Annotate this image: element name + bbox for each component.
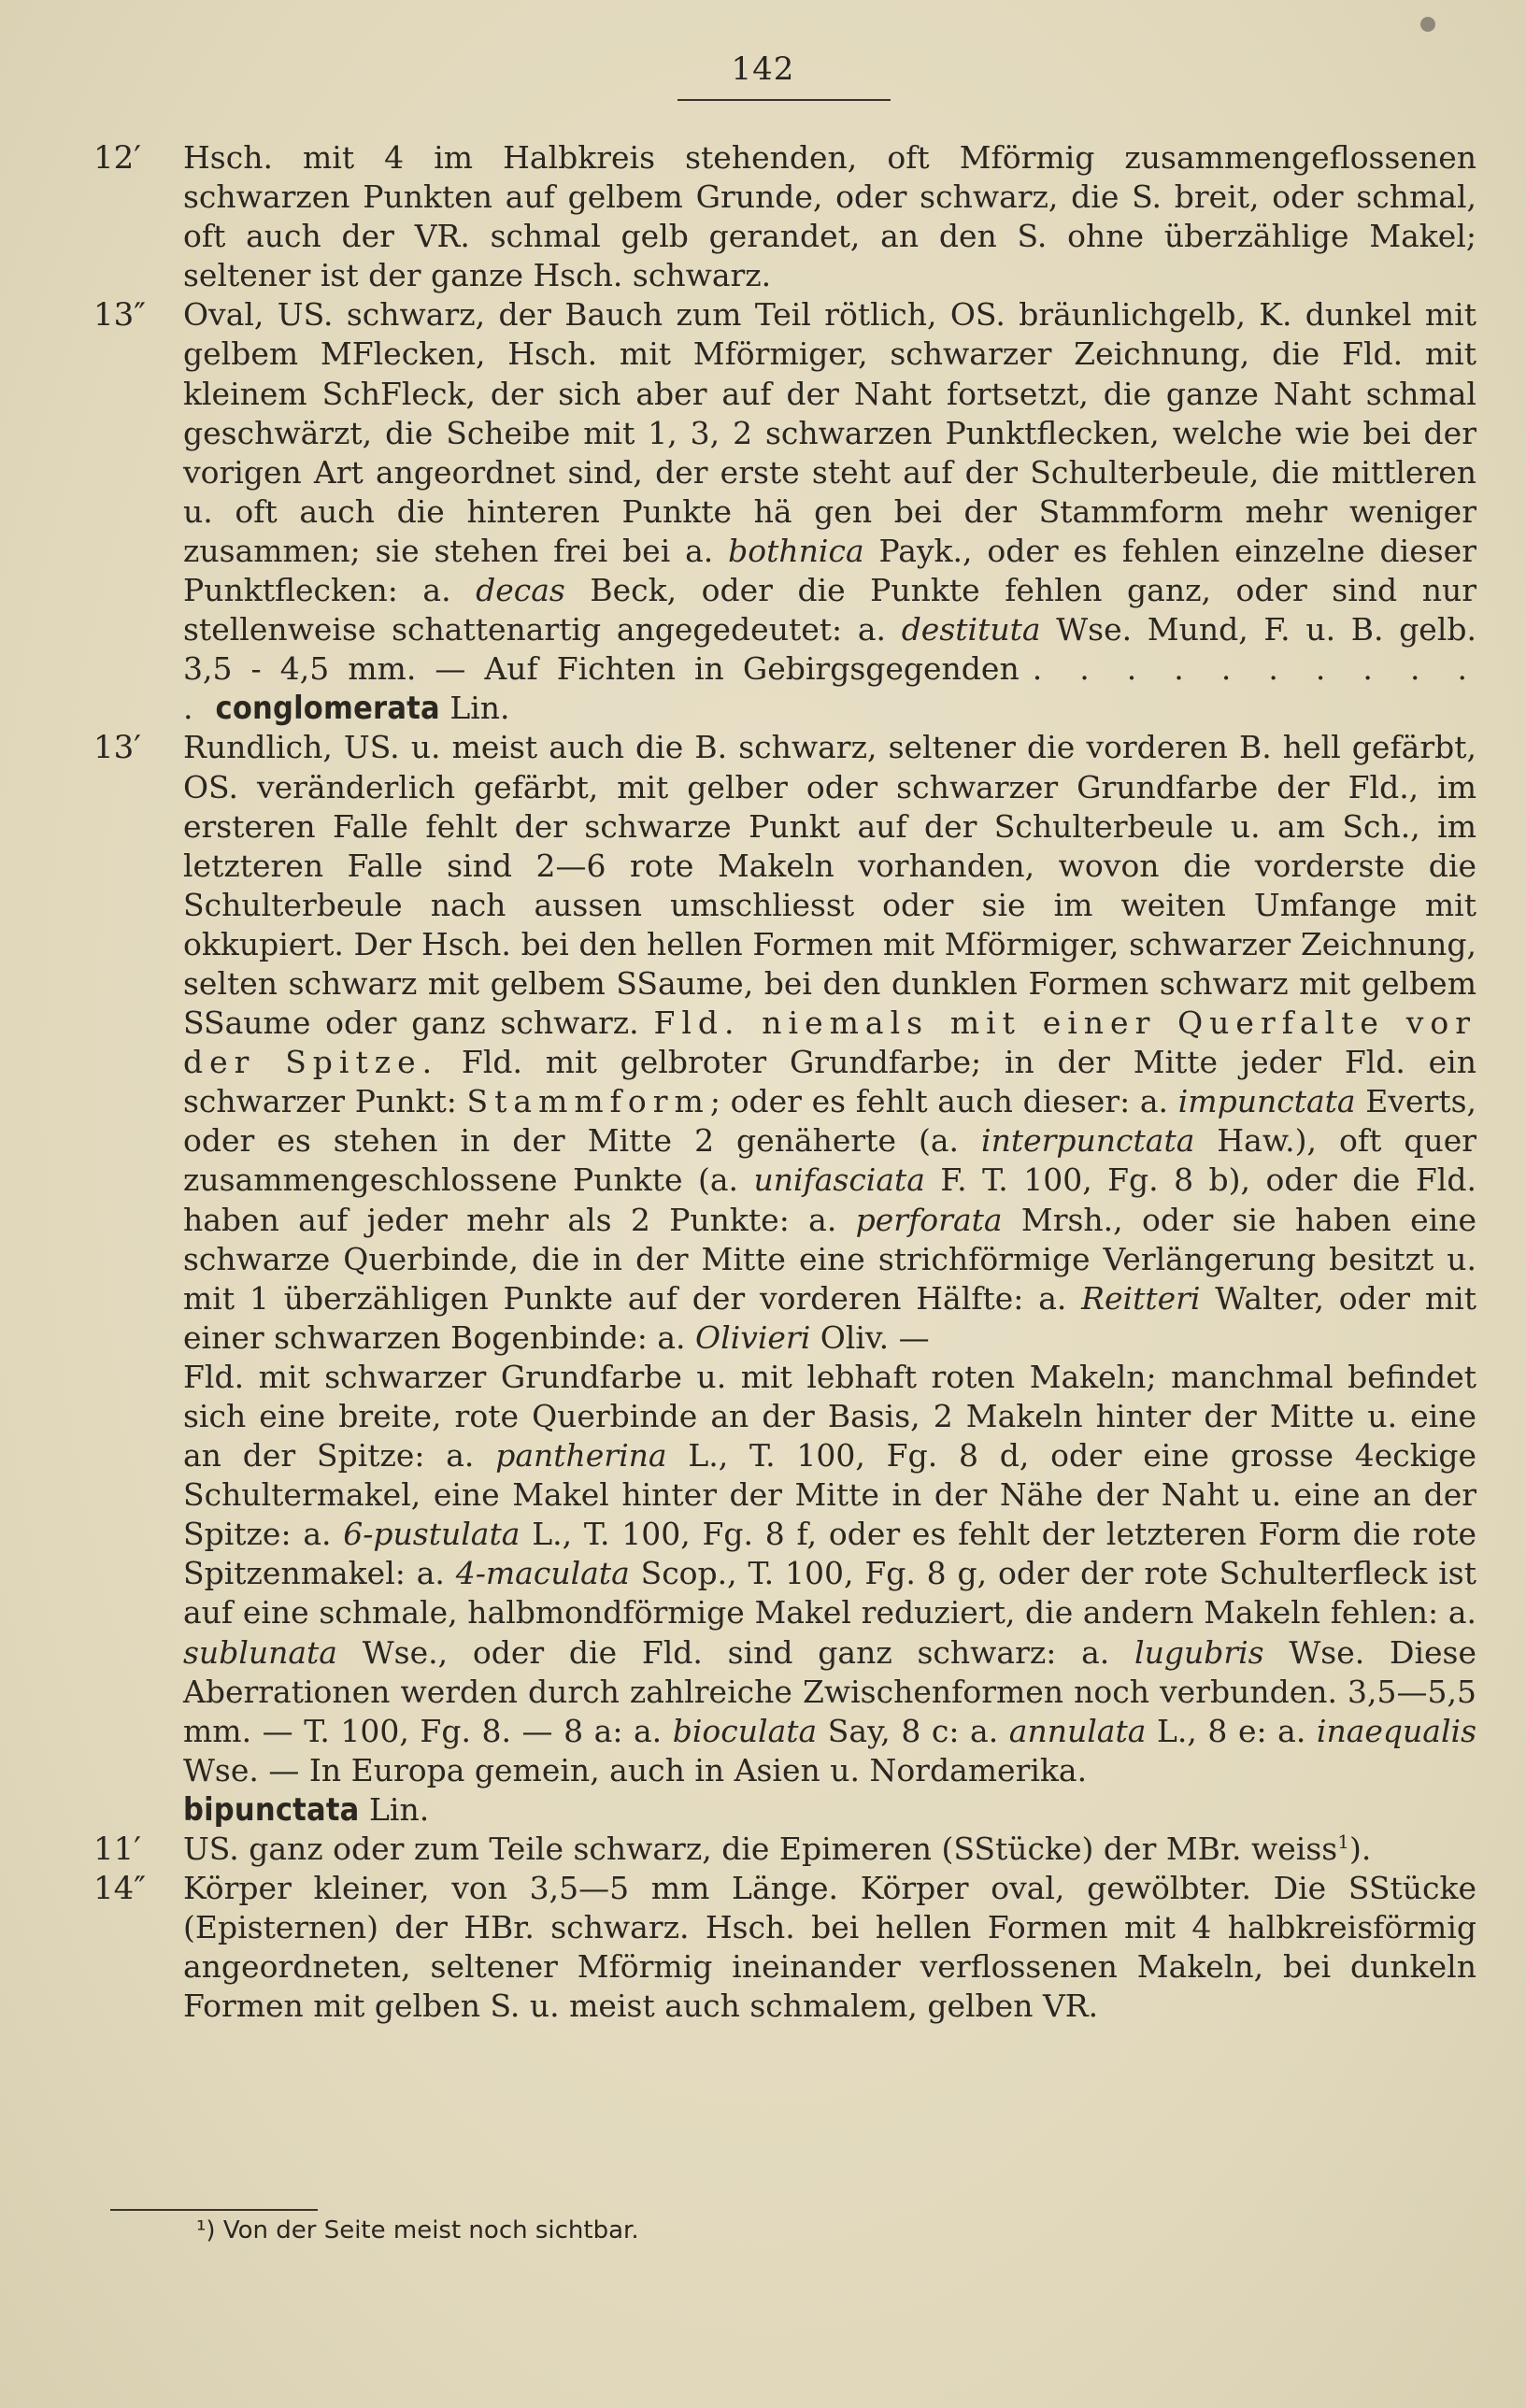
- key-entry-12: [93, 138, 1476, 295]
- italic-term: inaequalis: [1316, 1712, 1476, 1749]
- text-run: Haw.), oft quer zusammengeschlossene Punkte (a.: [183, 1122, 1476, 1199]
- header-rule: [677, 99, 891, 101]
- italic-term: decas: [476, 572, 565, 609]
- text-run: F. T. 100, Fg. 8 b), oder die Fld. haben auf jeder mehr als 2 Punkte: a.: [183, 1161, 1476, 1238]
- text-run: Körper kleiner, von 3,5—5 mm Länge. Körper oval, gewölbter. Die SStücke (Episternen) der HBr. schwarz. Hsch. bei hellen Formen mit 4 halbkreisförmig angeordneten, seltener Mförmig ineinander verflossenen Makeln, bei dunkeln Formen mit gelben S. u. meist auch schmalem, gelben VR.: [183, 1870, 1476, 2025]
- species-name: bipunctata: [183, 1790, 360, 1829]
- italic-term: perforata: [855, 1201, 1003, 1238]
- italic-term: unifasciata: [753, 1161, 925, 1199]
- species-line: [183, 1790, 1476, 1830]
- text-run: Beck, oder die Punkte fehlen ganz, oder sind nur stellenweise schattenartig angegedeutet: a.: [183, 572, 1476, 648]
- italic-term: impunctata: [1177, 1083, 1356, 1120]
- text-run: Fld. mit schwarzer Grundfarbe u. mit lebhaft roten Makeln; manchmal befindet sich eine breite, rote Querbinde an der Basis, 2 Makeln hinter der Mitte u. eine an der Spitze: a.: [183, 1358, 1476, 1475]
- entry-number: 11′: [93, 1831, 141, 1869]
- text-run: Scop., T. 100, Fg. 8 g, oder der rote Schulterfleck ist auf eine schmale, halbmondförmige Makel reduziert, die andern Makeln fehlen: a.: [183, 1555, 1476, 1631]
- text-run: Wse. Mund, F. u. B. gelb. 3,5 - 4,5 mm. — Auf Fichten in Gebirgsgegenden: [183, 611, 1477, 688]
- italic-term: interpunctata: [981, 1122, 1195, 1160]
- text-run: Rundlich, US. u. meist auch die B. schwarz, seltener die vorderen B. hell gefärbt, OS. veränderlich gefärbt, mit gelber oder schwarzer Grundfarbe der Fld., im ersteren Falle fehlt der schwarze Punkt auf der Schulterbeule u. am Sch., im letzteren Falle sind 2—6 rote Makeln vorhanden, wovon die vorderste die Schulterbeule nach aussen umschliesst oder sie im weiten Umfange mit okkupiert. Der Hsch. bei den hellen Formen mit Mförmiger, schwarzer Zeichnung, selten schwarz mit gelbem SSaume, bei den dunklen Formen schwarz mit gelbem SSaume oder ganz schwarz.: [183, 729, 1476, 1042]
- entry-text: [183, 1830, 1476, 1869]
- footnote: ¹) Von der Seite meist noch sichtbar.: [196, 2216, 639, 2244]
- ink-smudge: [1420, 17, 1435, 32]
- page-number: 142: [731, 50, 795, 88]
- text-run: Payk., oder es fehlen einzelne dieser Punktflecken: a.: [183, 532, 1476, 609]
- italic-term: Reitteri: [1081, 1279, 1201, 1317]
- entry-text: [183, 728, 1476, 1830]
- spaced-text: Fld. niemals mit einer Querfalte vor der Spitze.: [183, 1005, 1477, 1081]
- entry-number: 13″: [93, 296, 146, 335]
- italic-term: 4-maculata: [455, 1555, 630, 1592]
- entry-text: [183, 1869, 1476, 2026]
- text-run: L., 8 e: a.: [1146, 1712, 1317, 1749]
- species-author: Lin.: [359, 1790, 430, 1828]
- italic-term: bioculata: [672, 1712, 818, 1749]
- text-run: US. ganz oder zum Teile schwarz, die Epimeren (SStücke) der MBr. weiss: [183, 1831, 1338, 1868]
- key-entry-13a: [93, 295, 1476, 728]
- key-entry-13b: [93, 728, 1476, 1830]
- paragraph: [183, 1358, 1476, 1790]
- footnote-marker: 1: [1337, 1831, 1349, 1854]
- italic-term: sublunata: [183, 1633, 337, 1671]
- entry-number: 12′: [93, 139, 141, 177]
- italic-term: destituta: [901, 611, 1041, 648]
- text-run: Wse. Diese Aberrationen werden durch zahlreiche Zwischenformen noch verbunden. 3,5—5,5 mm. — T. 100, Fg. 8. — 8 a: a.: [183, 1633, 1476, 1749]
- italic-term: pantherina: [495, 1437, 667, 1475]
- footnote-rule: [110, 2209, 318, 2211]
- entry-text: [183, 138, 1476, 295]
- text-run: Walter, oder mit einer schwarzen Bogenbinde: a.: [183, 1279, 1476, 1356]
- text-run: Oval, US. schwarz, der Bauch zum Teil rötlich, OS. bräunlichgelb, K. dunkel mit gelbem MFlecken, Hsch. mit Mförmiger, schwarzer Zeichnung, die Fld. mit kleinem SchFleck, der sich aber auf der Naht fortsetzt, die ganze Naht schmal geschwärzt, die Scheibe mit 1, 3, 2 schwarzen Punktflecken, welche wie bei der vorigen Art angeordnet sind, der erste steht auf der Schulterbeule, die mittleren u. oft auch die hinteren Punkte hä gen bei der Stammform mehr weniger zusammen; sie stehen frei bei a.: [183, 296, 1476, 569]
- paragraph: [183, 728, 1476, 1358]
- key-entry-11: [93, 1830, 1476, 1869]
- text-run: ).: [1348, 1831, 1372, 1868]
- text-run: Oliv. —: [810, 1318, 930, 1356]
- species-name: conglomerata: [215, 690, 440, 728]
- text-run: L., T. 100, Fg. 8 f, oder es fehlt der letzteren Form die rote Spitzenmakel: a.: [183, 1516, 1476, 1592]
- text-run: Everts, oder es stehen in der Mitte 2 genäherte (a.: [183, 1083, 1477, 1160]
- text-run: Say, 8 c: a.: [817, 1712, 1009, 1749]
- entry-text: [183, 295, 1476, 728]
- text-run: Wse. — In Europa gemein, auch in Asien u. Nordamerika.: [183, 1751, 1088, 1788]
- text-run: Hsch. mit 4 im Halbkreis stehenden, oft Mförmig zusammengeflossenen schwarzen Punkten auf gelbem Grunde, oder schwarz, die S. breit, oder schmal, oft auch der VR. schmal gelb gerandet, an den S. ohne überzählige Makel; seltener ist der ganze Hsch. schwarz.: [183, 139, 1476, 294]
- italic-term: annulata: [1008, 1712, 1147, 1749]
- text-run: Fld. mit gelbroter Grundfarbe; in der Mitte jeder Fld. ein schwarzer Punkt:: [183, 1044, 1476, 1120]
- italic-term: 6-pustulata: [343, 1516, 521, 1553]
- entry-number: 13′: [93, 729, 141, 767]
- text-run: L., T. 100, Fg. 8 d, oder eine grosse 4eckige Schultermakel, eine Makel hinter der Mitte in der Nähe der Naht u. eine an der Spitze: a.: [183, 1437, 1476, 1553]
- text-run: Mrsh., oder sie haben eine schwarze Querbinde, die in der Mitte eine strichförmige Verlängerung besitzt u. mit 1 überzähligen Punkte auf der vorderen Hälfte: a.: [183, 1201, 1476, 1317]
- entry-number: 14″: [93, 1870, 146, 1908]
- key-text: [93, 138, 1476, 2027]
- italic-term: lugubris: [1134, 1633, 1264, 1671]
- text-run: Wse., oder die Fld. sind ganz schwarz: a.: [336, 1633, 1135, 1671]
- spaced-text: Stammform: [466, 1083, 710, 1120]
- text-run: ; oder es fehlt auch dieser: a.: [709, 1083, 1178, 1120]
- dot-leaders: . . . . . . . . . . .: [183, 650, 1476, 727]
- italic-term: Olivieri: [695, 1318, 811, 1356]
- species-author: Lin.: [439, 690, 510, 727]
- italic-term: bothnica: [728, 532, 864, 569]
- key-entry-14: [93, 1869, 1476, 2026]
